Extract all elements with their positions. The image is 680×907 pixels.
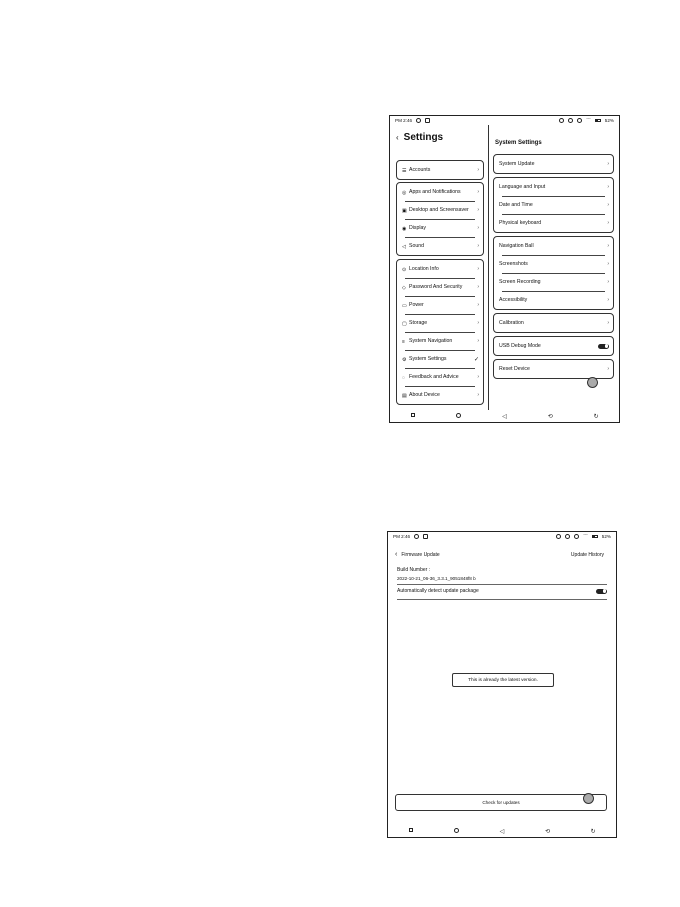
pane-divider: [488, 125, 489, 410]
divider: [397, 584, 607, 585]
settings-row[interactable]: [397, 183, 483, 201]
settings-row-label: System Update: [499, 161, 535, 167]
settings-row[interactable]: [397, 350, 483, 368]
chevron-right-icon: ›: [607, 366, 609, 372]
settings-group: [493, 236, 614, 310]
build-number-value: 2022-10-21_06-36_3.3.1_9051848f8 b: [397, 576, 476, 581]
chevron-right-icon: ›: [477, 189, 479, 195]
settings-screen: [389, 115, 620, 423]
settings-row[interactable]: [397, 161, 483, 179]
battery-percent: 52%: [601, 534, 611, 539]
wifi-icon: ⌒: [586, 117, 591, 123]
settings-row[interactable]: [494, 360, 613, 378]
settings-row[interactable]: [494, 255, 613, 273]
chevron-right-icon: ›: [607, 202, 609, 208]
settings-row-label: Location Info: [409, 266, 439, 272]
settings-row-label: System Settings: [409, 356, 447, 362]
recents-icon[interactable]: [407, 828, 415, 834]
notification-icon: [425, 118, 430, 123]
settings-group: [396, 259, 484, 405]
check-icon: ✓: [473, 356, 479, 363]
settings-row-label: Screen Recording: [499, 279, 541, 285]
speaker-icon: ◁: [402, 243, 406, 250]
back-button[interactable]: ‹: [395, 551, 398, 558]
chevron-right-icon: ›: [477, 266, 479, 272]
navigation-icon: ≡: [402, 338, 405, 345]
settings-row-label: System Navigation: [409, 338, 453, 344]
shield-icon: ◇: [402, 284, 406, 291]
settings-row-label: Accounts: [409, 167, 431, 173]
refresh-icon[interactable]: ⟲: [545, 828, 551, 835]
settings-row[interactable]: [397, 314, 483, 332]
back-icon[interactable]: ◁: [499, 828, 505, 835]
list-icon: ☰: [402, 167, 407, 174]
settings-row[interactable]: [494, 314, 613, 332]
settings-group: [493, 154, 614, 174]
feedback-icon: ◌: [402, 374, 405, 381]
back-icon[interactable]: ◁: [502, 413, 507, 420]
chevron-right-icon: ›: [607, 279, 609, 285]
page-title: Firmware Update: [401, 551, 440, 558]
settings-row[interactable]: [494, 155, 613, 173]
settings-row-label: USB Debug Mode: [499, 343, 541, 349]
notification-icon: [414, 534, 419, 539]
usb-debug-toggle[interactable]: [598, 344, 609, 349]
settings-row[interactable]: [397, 386, 483, 404]
settings-row-label: Date and Time: [499, 202, 533, 208]
desktop-icon: ▣: [402, 207, 407, 214]
chevron-right-icon: ›: [477, 243, 479, 249]
chevron-right-icon: ›: [477, 392, 479, 398]
divider: [397, 599, 607, 600]
settings-group: [493, 313, 614, 333]
chevron-right-icon: ›: [477, 284, 479, 290]
section-title: System Settings: [495, 140, 542, 146]
status-time: PM 2:46: [395, 118, 413, 123]
navigation-ball[interactable]: [583, 793, 594, 804]
battery-icon: [595, 119, 601, 122]
eye-icon: ◉: [402, 225, 407, 232]
settings-row[interactable]: [494, 273, 613, 291]
function-icon[interactable]: ↻: [593, 413, 599, 420]
settings-row-label: Physical keyboard: [499, 220, 542, 226]
settings-row[interactable]: [397, 368, 483, 386]
build-number-label: Build Number :: [397, 567, 431, 573]
back-button[interactable]: ‹: [396, 133, 399, 142]
settings-row[interactable]: [397, 237, 483, 255]
settings-group: [493, 359, 614, 379]
settings-menu-pane: [390, 125, 488, 410]
status-bar: [388, 532, 616, 541]
location-icon: ⊙: [402, 266, 407, 273]
settings-row[interactable]: [494, 237, 613, 255]
chevron-right-icon: ›: [607, 220, 609, 226]
settings-row-label: Feedback and Advice: [409, 374, 459, 380]
rotation-icon: [574, 534, 579, 539]
recents-icon[interactable]: [409, 413, 417, 419]
alarm-icon: [565, 534, 570, 539]
sync-icon: [559, 118, 564, 123]
chevron-right-icon: ›: [477, 225, 479, 231]
chevron-right-icon: ›: [607, 184, 609, 190]
settings-row-label: Desktop and Screensaver: [409, 207, 469, 213]
settings-group: [396, 160, 484, 180]
chevron-right-icon: ›: [607, 320, 609, 326]
device-icon: ▤: [402, 392, 407, 399]
settings-row-label: Reset Device: [499, 366, 530, 372]
settings-row[interactable]: [397, 296, 483, 314]
settings-row[interactable]: [494, 178, 613, 196]
chevron-right-icon: ›: [607, 161, 609, 167]
settings-row[interactable]: [494, 196, 613, 214]
settings-row[interactable]: [397, 278, 483, 296]
settings-row[interactable]: [494, 291, 613, 309]
notification-icon: [423, 534, 428, 539]
battery-icon: [592, 535, 598, 538]
navigation-ball[interactable]: [587, 377, 598, 388]
firmware-update-screen: [387, 531, 617, 838]
system-settings-pane: [490, 125, 619, 410]
settings-row[interactable]: [494, 214, 613, 232]
home-icon[interactable]: [452, 828, 460, 835]
settings-row[interactable]: [397, 201, 483, 219]
chevron-right-icon: ›: [477, 167, 479, 173]
status-bar: [390, 116, 619, 125]
settings-row-label: Screenshots: [499, 261, 528, 267]
apps-icon: ◎: [402, 189, 407, 196]
page-title: Settings: [403, 132, 444, 143]
settings-row-label: Storage: [409, 320, 428, 326]
notification-icon: [416, 118, 421, 123]
settings-row-label: Apps and Notifications: [409, 189, 461, 195]
settings-row-label: Language and Input: [499, 184, 546, 190]
check-for-updates-button[interactable]: Check for updates: [395, 794, 607, 811]
rotation-icon: [577, 118, 582, 123]
auto-detect-row[interactable]: [397, 588, 607, 594]
settings-row-label: About Device: [409, 392, 440, 398]
settings-row[interactable]: [397, 260, 483, 278]
battery-percent: 52%: [604, 118, 614, 123]
battery-icon: ▭: [402, 302, 407, 309]
function-icon[interactable]: ↻: [590, 828, 596, 835]
chevron-right-icon: ›: [607, 261, 609, 267]
settings-row-label: Sound: [409, 243, 425, 249]
alarm-icon: [568, 118, 573, 123]
toast-message: This is already the latest version.: [452, 673, 554, 687]
nav-bar: [388, 825, 616, 837]
chevron-right-icon: ›: [477, 320, 479, 326]
settings-group: [396, 182, 484, 256]
folder-icon: ▢: [402, 320, 407, 327]
chevron-right-icon: ›: [477, 338, 479, 344]
auto-detect-toggle[interactable]: [596, 589, 607, 594]
chevron-right-icon: ›: [607, 243, 609, 249]
auto-detect-label: Automatically detect update package: [397, 588, 479, 594]
wifi-icon: ⌒: [583, 533, 588, 539]
settings-row-label: Display: [409, 225, 427, 231]
settings-row-label: Accessibility: [499, 297, 528, 303]
chevron-right-icon: ›: [477, 374, 479, 380]
settings-row-label: Calibration: [499, 320, 524, 326]
settings-group: [493, 336, 614, 356]
settings-row[interactable]: [494, 337, 613, 355]
settings-row[interactable]: [397, 332, 483, 350]
chevron-right-icon: ›: [477, 207, 479, 213]
chevron-right-icon: ›: [477, 302, 479, 308]
settings-group: [493, 177, 614, 233]
sync-icon: [556, 534, 561, 539]
status-time: PM 2:46: [393, 534, 411, 539]
settings-row-label: Power: [409, 302, 424, 308]
nav-bar: [390, 410, 619, 422]
refresh-icon[interactable]: ⟲: [547, 413, 553, 420]
update-history-link[interactable]: Update History: [570, 551, 604, 558]
settings-row[interactable]: [397, 219, 483, 237]
settings-row-label: Password And Security: [409, 284, 463, 290]
home-icon[interactable]: [455, 413, 463, 420]
gear-icon: ⚙: [402, 356, 407, 363]
chevron-right-icon: ›: [607, 297, 609, 303]
settings-row-label: Navigation Ball: [499, 243, 534, 249]
